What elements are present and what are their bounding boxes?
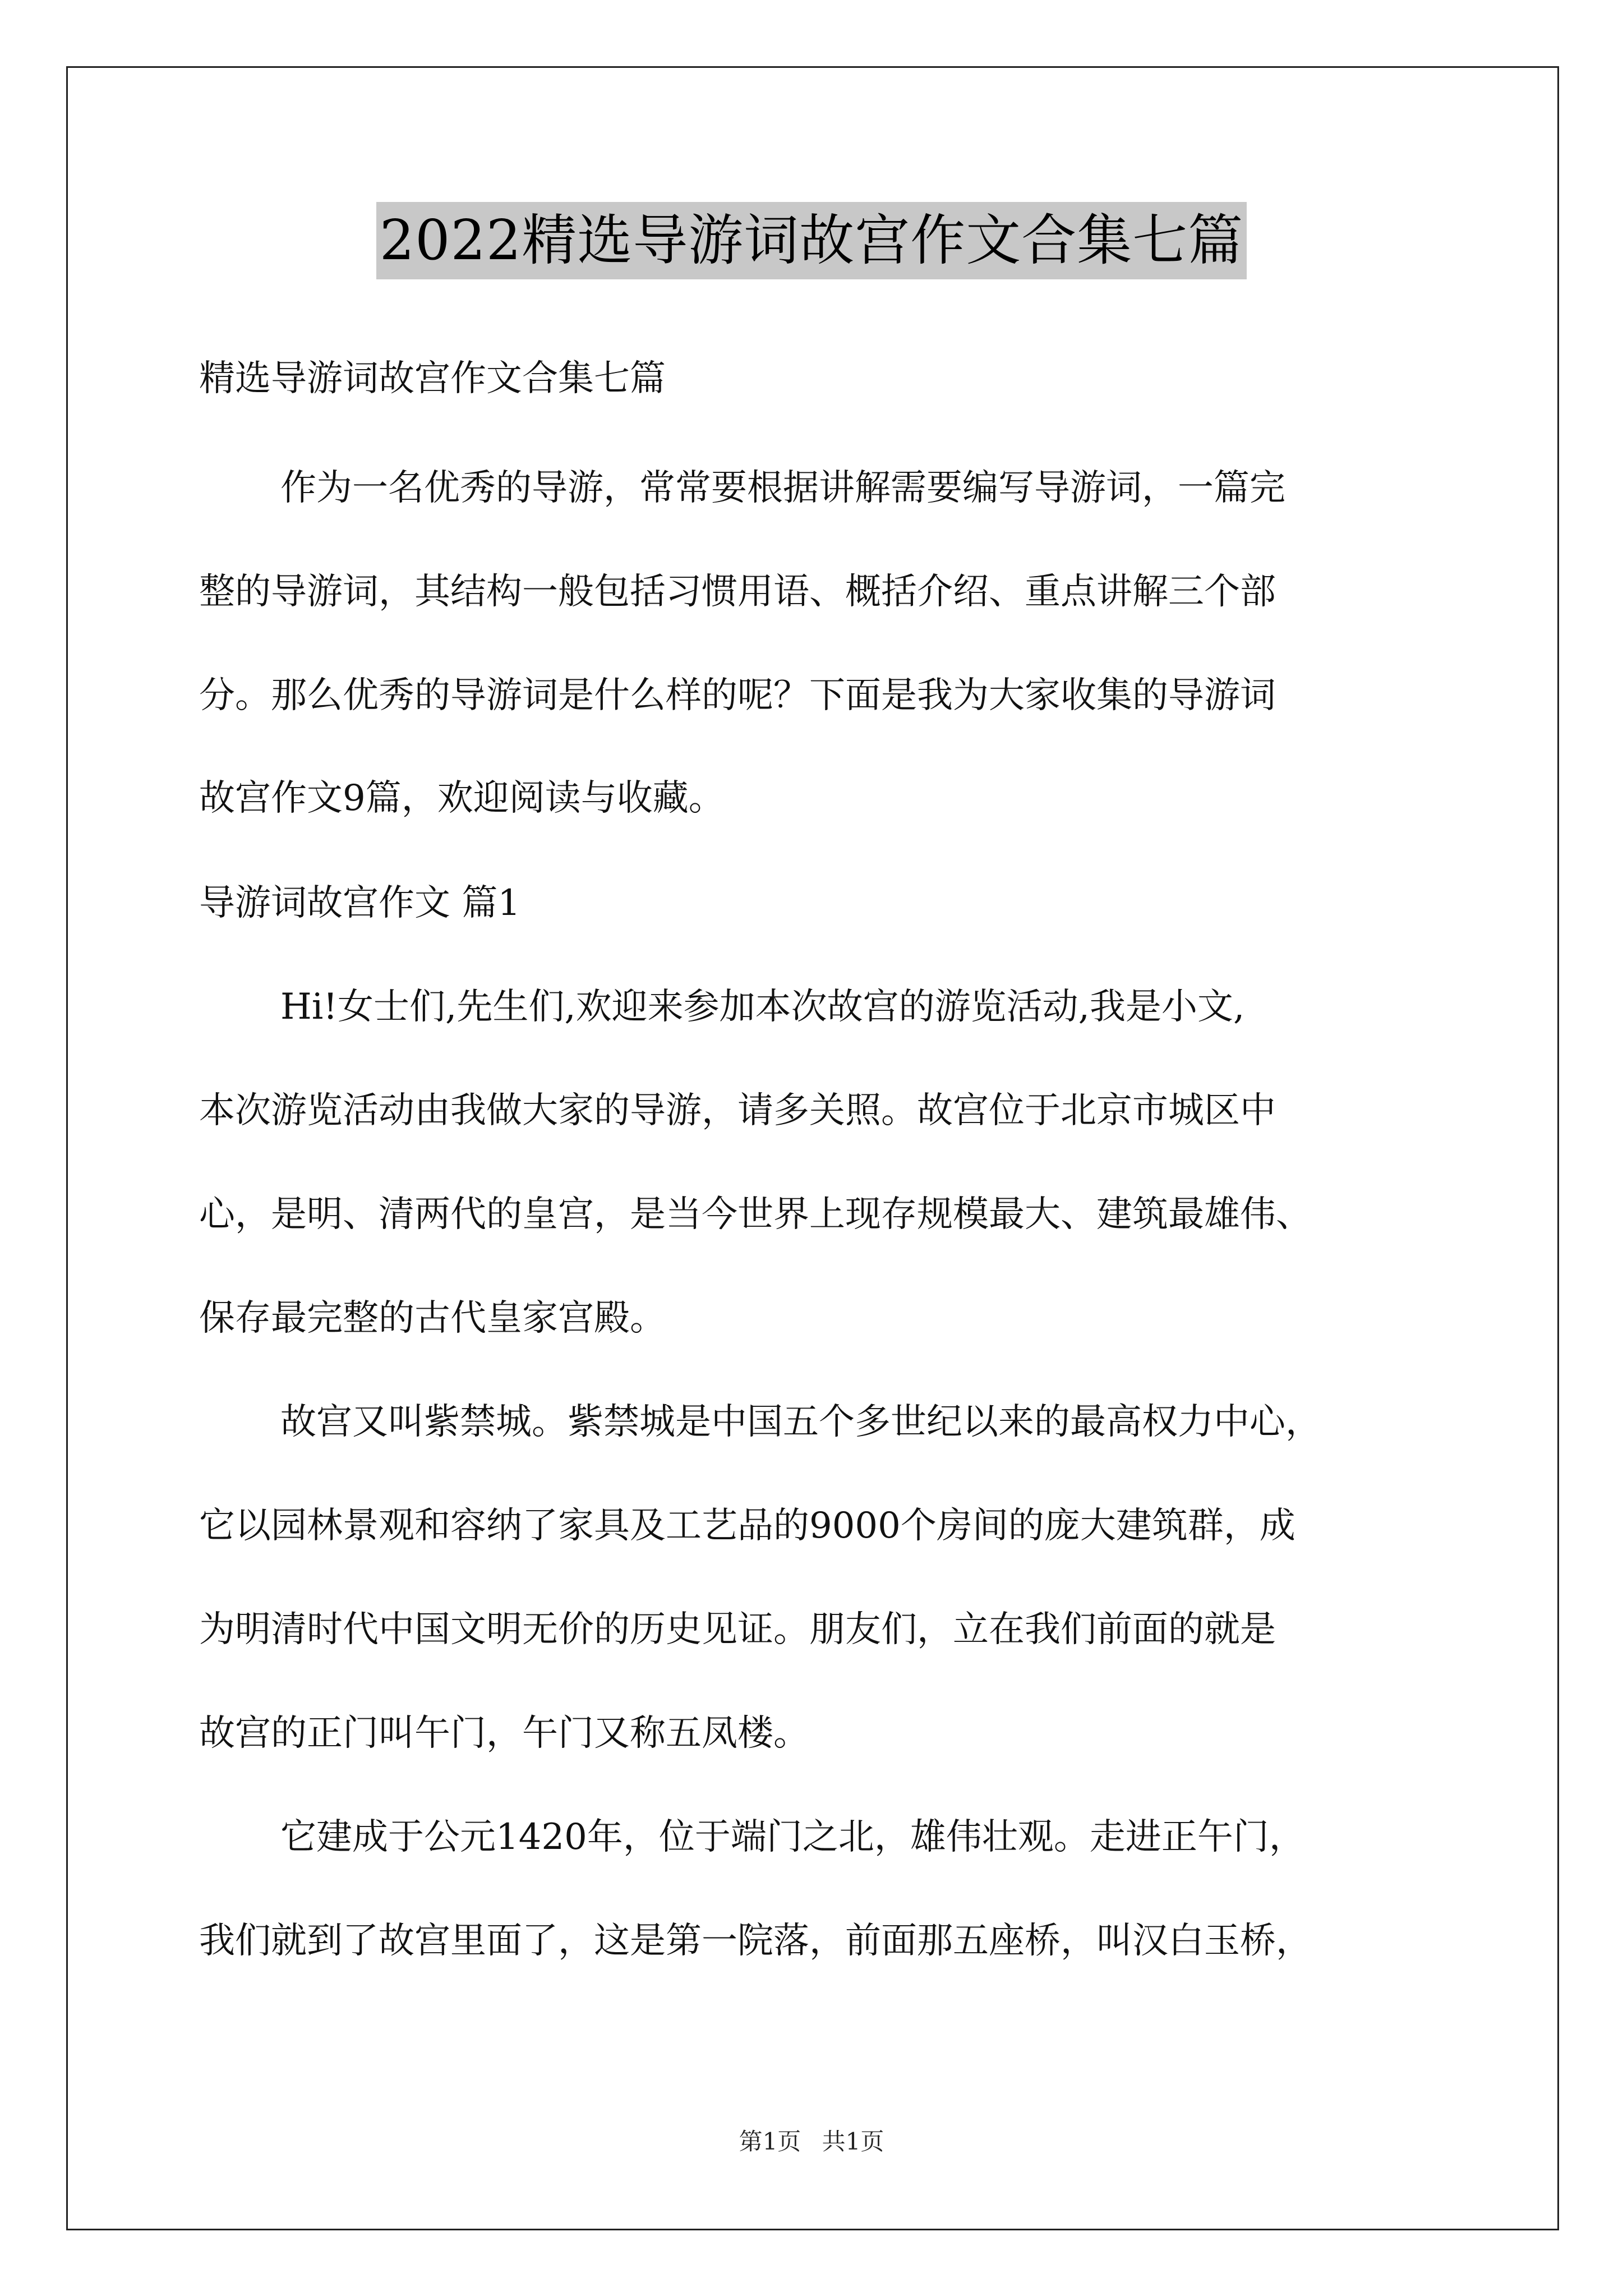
document-subtitle: 精选导游词故宫作文合集七篇: [199, 358, 666, 399]
paragraph-line: 它建成于公元1420年，位于端门之北，雄伟壮观。走进正午门，: [280, 1816, 1305, 1858]
document-title: 2022精选导游词故宫作文合集七篇: [376, 202, 1247, 279]
paragraph-line: 故宫的正门叫午门，午门又称五凤楼。: [199, 1713, 809, 1754]
paragraph-line: 故宫又叫紫禁城。紫禁城是中国五个多世纪以来的最高权力中心，: [280, 1401, 1321, 1443]
paragraph-line: 为明清时代中国文明无价的历史见证。朋友们，立在我们前面的就是: [199, 1609, 1276, 1650]
paragraph-line: 我们就到了故宫里面了，这是第一院落，前面那五座桥，叫汉白玉桥，: [199, 1920, 1312, 1962]
page-number: 第1页: [739, 2128, 801, 2155]
paragraph-line: Hi!女士们,先生们,欢迎来参加本次故宫的游览活动,我是小文,: [280, 986, 1245, 1028]
page-total: 共1页: [822, 2128, 884, 2155]
paragraph-line: 本次游览活动由我做大家的导游，请多关照。故宫位于北京市城区中: [199, 1090, 1276, 1131]
paragraph-line: 保存最完整的古代皇家宫殿。: [199, 1297, 666, 1339]
paragraph-line: 心，是明、清两代的皇宫，是当今世界上现存规模最大、建筑最雄伟、: [199, 1194, 1312, 1235]
title-container: [0, 202, 1623, 279]
paragraph-line: 它以园林景观和容纳了家具及工艺品的9000个房间的庞大建筑群，成: [199, 1505, 1295, 1547]
section-heading: 导游词故宫作文 篇1: [199, 882, 521, 924]
page-footer: [0, 2125, 1623, 2159]
paragraph-line: 故宫作文9篇，欢迎阅读与收藏。: [199, 777, 725, 819]
paragraph-line: 整的导游词，其结构一般包括习惯用语、概括介绍、重点讲解三个部: [199, 571, 1276, 613]
paragraph-line: 分。那么优秀的导游词是什么样的呢？下面是我为大家收集的导游词: [199, 675, 1276, 716]
paragraph-line: 作为一名优秀的导游，常常要根据讲解需要编写导游词，一篇完: [280, 467, 1285, 509]
